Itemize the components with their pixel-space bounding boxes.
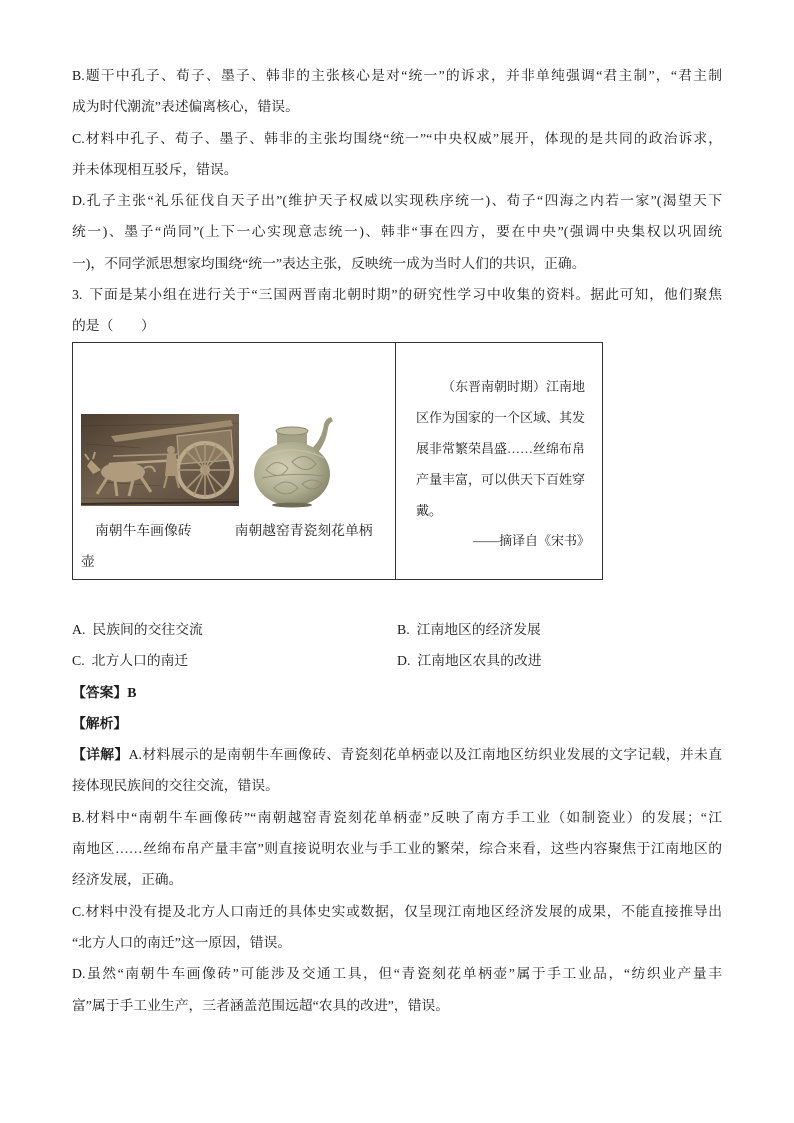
option-letter: D. xyxy=(397,653,411,669)
analysis-line: 经济发展，正确。 xyxy=(72,872,183,888)
ewer-base xyxy=(272,503,312,508)
ewer-rim xyxy=(276,427,308,435)
analysis-line: 成为时代潮流”表述偏离核心，错误。 xyxy=(72,99,299,115)
answer-line xyxy=(72,677,722,708)
previous-analysis-block xyxy=(72,60,722,342)
quote-source: ——摘译自《宋书》 xyxy=(472,533,590,548)
answer-label: 【答案】 xyxy=(72,684,128,700)
analysis-line: 并未体现相互驳斥，错误。 xyxy=(72,161,238,177)
table-divider xyxy=(395,343,396,579)
ewer-body xyxy=(254,442,330,506)
question-stem-line: 的是（ ） xyxy=(72,318,155,334)
analysis-line: 一)，不同学派思想家均围绕“统一”表达主张，反映统一成为当时人们的共识，正确。 xyxy=(72,255,586,271)
analysis-line xyxy=(72,739,722,770)
image-captions xyxy=(81,515,380,577)
option-text: 北方人口的南迁 xyxy=(91,653,189,669)
analysis-text: A.材料展示的是南朝牛车画像砖、青瓷刻花单柄壶以及江南地区纺织业发展的文字记载，并未直 xyxy=(128,747,722,763)
analysis-heading: 【解析】 xyxy=(72,715,128,731)
image-caption-ox-cart-brick: 南朝牛车画像砖 xyxy=(95,523,192,538)
option-text: 江南地区的经济发展 xyxy=(416,622,541,637)
option-text: 民族间的交往交流 xyxy=(92,622,203,637)
options-row xyxy=(72,614,722,645)
analysis-line: D.虽然“南朝牛车画像砖”可能涉及交通工具，但“青瓷刻花单柄壶”属于手工业品，“纺织业产量丰 xyxy=(72,966,722,982)
analysis-line: “北方人口的南迁”这一原因，错误。 xyxy=(72,934,292,950)
option-letter: B. xyxy=(397,622,410,637)
analysis-line: 富”属于手工业生产，三者涵盖范围远超“农具的改进”，错误。 xyxy=(72,997,450,1013)
analysis-line: C.材料中没有提及北方人口南迁的具体史实或数据，仅呈现江南地区经济发展的成果，不能直接推导出 xyxy=(72,903,722,919)
material-quote: （东晋南朝时期）江南地区作为国家的一个区域、其发展非常繁荣昌盛……丝绵布帛产量丰富，可以供天下百姓穿戴。 xyxy=(416,379,586,518)
option-letter: C. xyxy=(72,653,85,669)
analysis-line: 接体现民族间的交往交流，错误。 xyxy=(72,778,279,794)
cart-wheel xyxy=(178,443,232,497)
analysis-line: B.材料中“南朝牛车画像砖”“南朝越窑青瓷刻花单柄壶”反映了南方手工业（如制瓷业）的发展；“江 xyxy=(72,809,722,825)
analysis-line: D.孔子主张“礼乐征伐自天子出”(维护天子权威以实现秩序统一)、荀子“四海之内若一家”(渴望天下 xyxy=(72,193,722,209)
option-c xyxy=(72,645,397,676)
options-row xyxy=(72,645,722,676)
option-text: 江南地区农具的改进 xyxy=(417,653,542,669)
analysis-line: B.题干中孔子、荀子、墨子、韩非的主张核心是对“统一”的诉求，并非单纯强调“君主制”，“君主制 xyxy=(72,68,722,83)
question-stem-text: 下面是某小组在进行关于“三国两晋南北朝时期”的研究性学习中收集的资料。据此可知，他们聚焦 xyxy=(88,287,722,303)
material-table xyxy=(72,342,603,580)
analysis-line: C.材料中孔子、荀子、墨子、韩非的主张均围绕“统一”“中央权威”展开，体现的是共同的政治诉求， xyxy=(72,130,722,146)
celadon-ewer-image xyxy=(252,412,335,508)
option-b xyxy=(397,614,722,645)
analysis-line: 统一)、墨子“尚同”(上下一心实现意志统一)、韩非“事在四方，要在中央”(强调中央集权以巩固统 xyxy=(72,224,722,240)
option-d xyxy=(397,645,722,676)
analysis-line: 南地区……丝绵布帛产量丰富”则直接说明农业与手工业的繁荣，综合来看，这些内容聚焦于江南地区的 xyxy=(72,841,722,857)
answer-value: B xyxy=(127,684,137,700)
options-and-analysis-block xyxy=(72,614,722,1021)
question-stem-line xyxy=(72,279,722,310)
image-caption-celadon-ewer: 南朝越窑青瓷刻花单柄壶 xyxy=(81,523,373,569)
ox-cart-relief-brick-image xyxy=(81,414,239,506)
option-letter: A. xyxy=(72,622,86,637)
option-a xyxy=(72,614,397,645)
detail-label: 【详解】 xyxy=(72,747,129,763)
question-number: 3. xyxy=(72,287,83,303)
